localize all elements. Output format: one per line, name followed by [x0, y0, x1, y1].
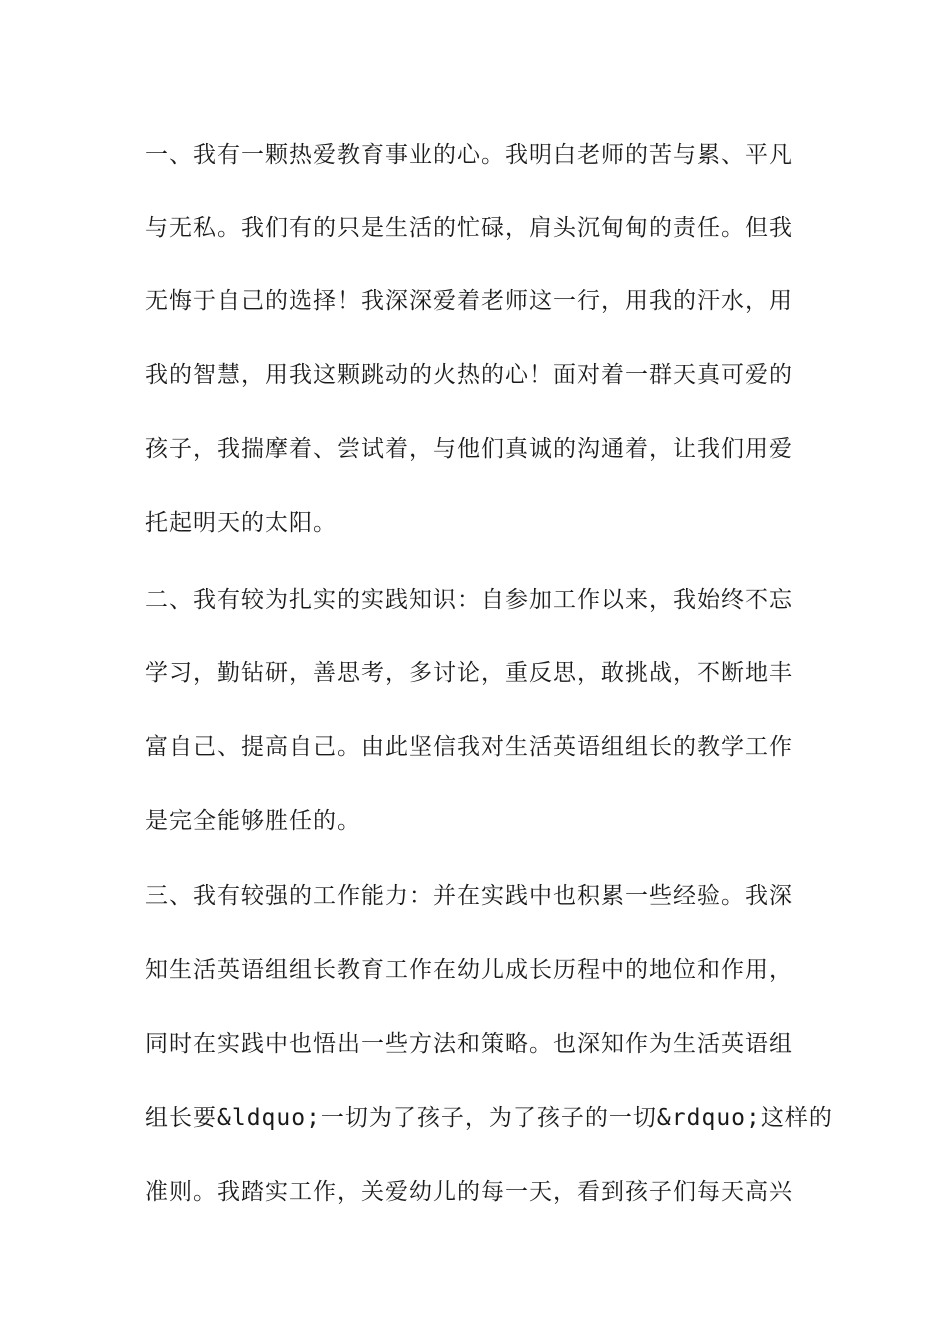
text-line: 托起明天的太阳。 — [145, 510, 337, 536]
text-line: 我的智慧，用我这颗跳动的火热的心！面对着一群天真可爱的 — [145, 362, 793, 388]
text-line: 孩子，我揣摩着、尝试着，与他们真诚的沟通着，让我们用爱 — [145, 436, 793, 462]
text-line: 一、我有一颗热爱教育事业的心。我明白老师的苦与累、平凡 — [145, 142, 793, 168]
text-line: 组长要&ldquo;一切为了孩子，为了孩子的一切&rdquo;这样的 — [145, 1105, 833, 1131]
text-line: 知生活英语组组长教育工作在幼儿成长历程中的地位和作用， — [145, 957, 793, 983]
text-line: 三、我有较强的工作能力：并在实践中也积累一些经验。我深 — [145, 883, 793, 909]
text-line: 学习，勤钻研，善思考，多讨论，重反思，敢挑战，不断地丰 — [145, 660, 793, 686]
text-line: 是完全能够胜任的。 — [145, 808, 361, 834]
text-line: 无悔于自己的选择！我深深爱着老师这一行，用我的汗水，用 — [145, 288, 793, 314]
text-line: 同时在实践中也悟出一些方法和策略。也深知作为生活英语组 — [145, 1031, 793, 1057]
text-line: 准则。我踏实工作，关爱幼儿的每一天，看到孩子们每天高兴 — [145, 1179, 793, 1205]
text-line: 二、我有较为扎实的实践知识：自参加工作以来，我始终不忘 — [145, 587, 793, 613]
text-line: 与无私。我们有的只是生活的忙碌，肩头沉甸甸的责任。但我 — [145, 215, 793, 241]
text-line: 富自己、提高自己。由此坚信我对生活英语组组长的教学工作 — [145, 734, 793, 760]
